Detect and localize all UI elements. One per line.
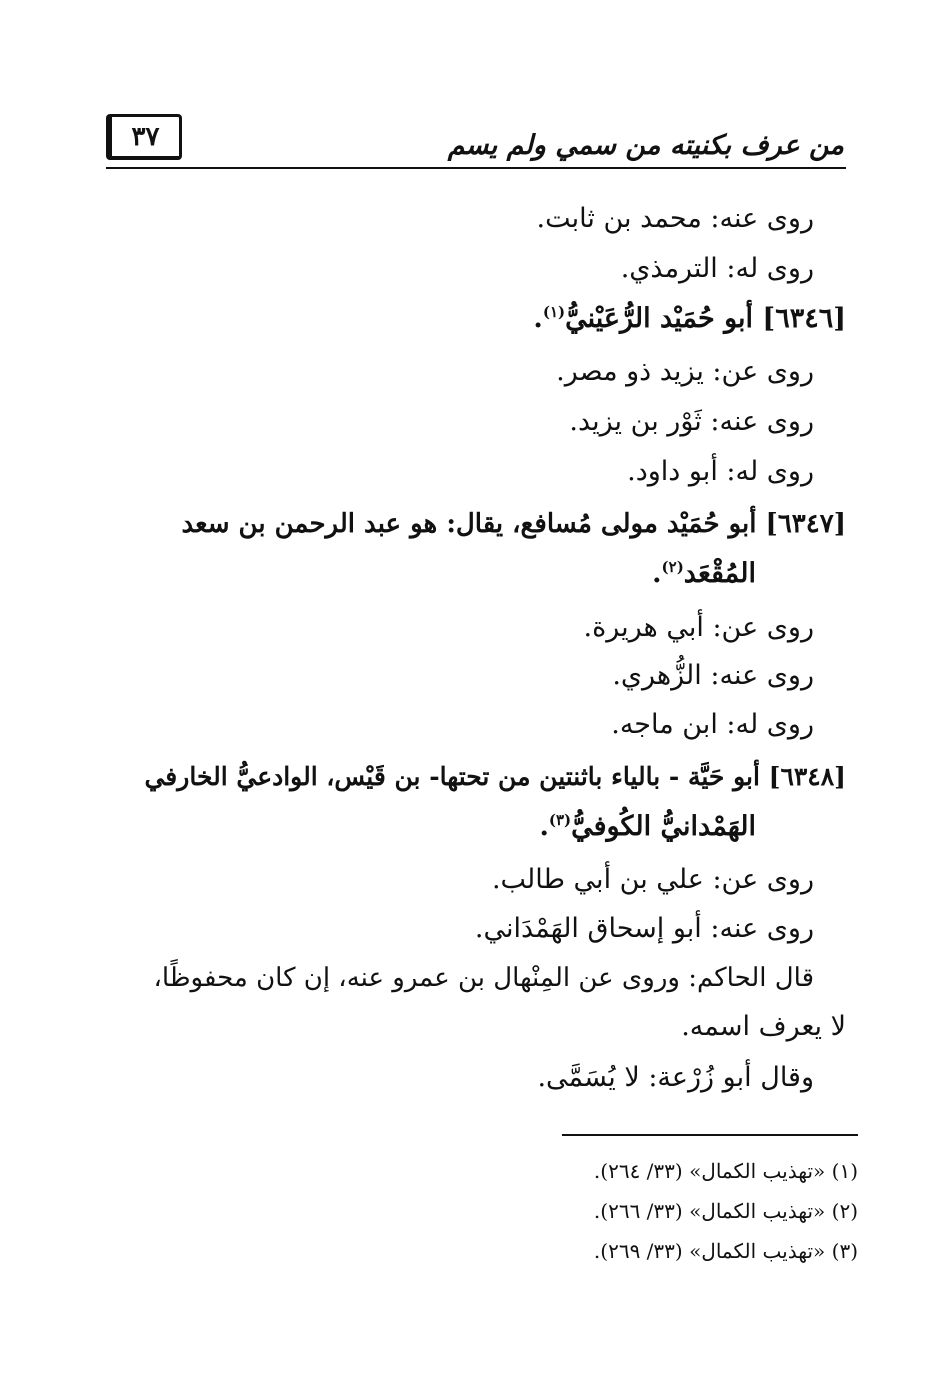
footnote: (٣) «تهذيب الكمال» (٣٣/ ٢٦٩). xyxy=(593,1239,858,1263)
footnote-marker: (٢) xyxy=(661,558,684,576)
entry-heading-6347: [٦٣٤٧] أبو حُمَيْد مولى مُسافع، يقال: هو عبد الرحمن بن سعد xyxy=(181,509,846,539)
narration-line: روى عنه: محمد بن ثابت. xyxy=(536,203,814,234)
page-number: ٣٧ xyxy=(106,114,182,160)
entry-heading-tail: . xyxy=(652,558,662,589)
entry-heading-6348: [٦٣٤٨] أبو حَيَّة - بالياء باثنتين من تحتها- بن قَيْس، الوادعيُّ الخارفي xyxy=(144,762,846,791)
header-divider xyxy=(106,167,846,169)
narration-line: روى له: أبو داود. xyxy=(627,456,814,487)
entry-heading-text: [٦٣٤٦] أبو حُمَيْد الرُّعَيْنيُّ xyxy=(565,303,846,334)
footnote-divider xyxy=(562,1134,858,1136)
entry-heading-tail: . xyxy=(533,303,543,334)
narration-line: روى له: ابن ماجه. xyxy=(611,709,814,740)
footnote-marker: (١) xyxy=(542,303,566,321)
narration-line: روى له: الترمذي. xyxy=(620,253,814,284)
footnote: (٢) «تهذيب الكمال» (٣٣/ ٢٦٦). xyxy=(593,1199,858,1223)
entry-heading-continuation xyxy=(539,807,756,847)
narration-line: لا يعرف اسمه. xyxy=(681,1011,846,1042)
entry-heading-6346 xyxy=(533,299,846,339)
narration-line: قال الحاكم: وروى عن المِنْهال بن عمرو عنه، إن كان محفوظًا، xyxy=(153,963,814,993)
narration-line: روى عنه: ثَوْر بن يزيد. xyxy=(569,406,814,437)
entry-heading-text: المُقْعَد xyxy=(683,558,756,589)
entry-heading-text: الهَمْدانيُّ الكُوفيُّ xyxy=(571,811,756,842)
entry-heading-continuation xyxy=(652,554,756,594)
running-header-title: من عرف بكنيته من سمي ولم يسم xyxy=(447,130,844,161)
footnote: (١) «تهذيب الكمال» (٣٣/ ٢٦٤). xyxy=(593,1159,858,1183)
entry-heading-tail: . xyxy=(539,811,549,842)
narration-line: روى عن: أبي هريرة. xyxy=(583,612,814,643)
narration-line: روى عنه: أبو إسحاق الهَمْدَاني. xyxy=(474,913,814,944)
narration-line: روى عن: يزيد ذو مصر. xyxy=(556,356,814,387)
narration-line: روى عن: علي بن أبي طالب. xyxy=(491,864,814,895)
footnote-marker: (٣) xyxy=(548,811,572,829)
narration-line: وقال أبو زُرْعة: لا يُسَمَّى. xyxy=(537,1062,814,1093)
narration-line: روى عنه: الزُّهري. xyxy=(612,660,814,691)
